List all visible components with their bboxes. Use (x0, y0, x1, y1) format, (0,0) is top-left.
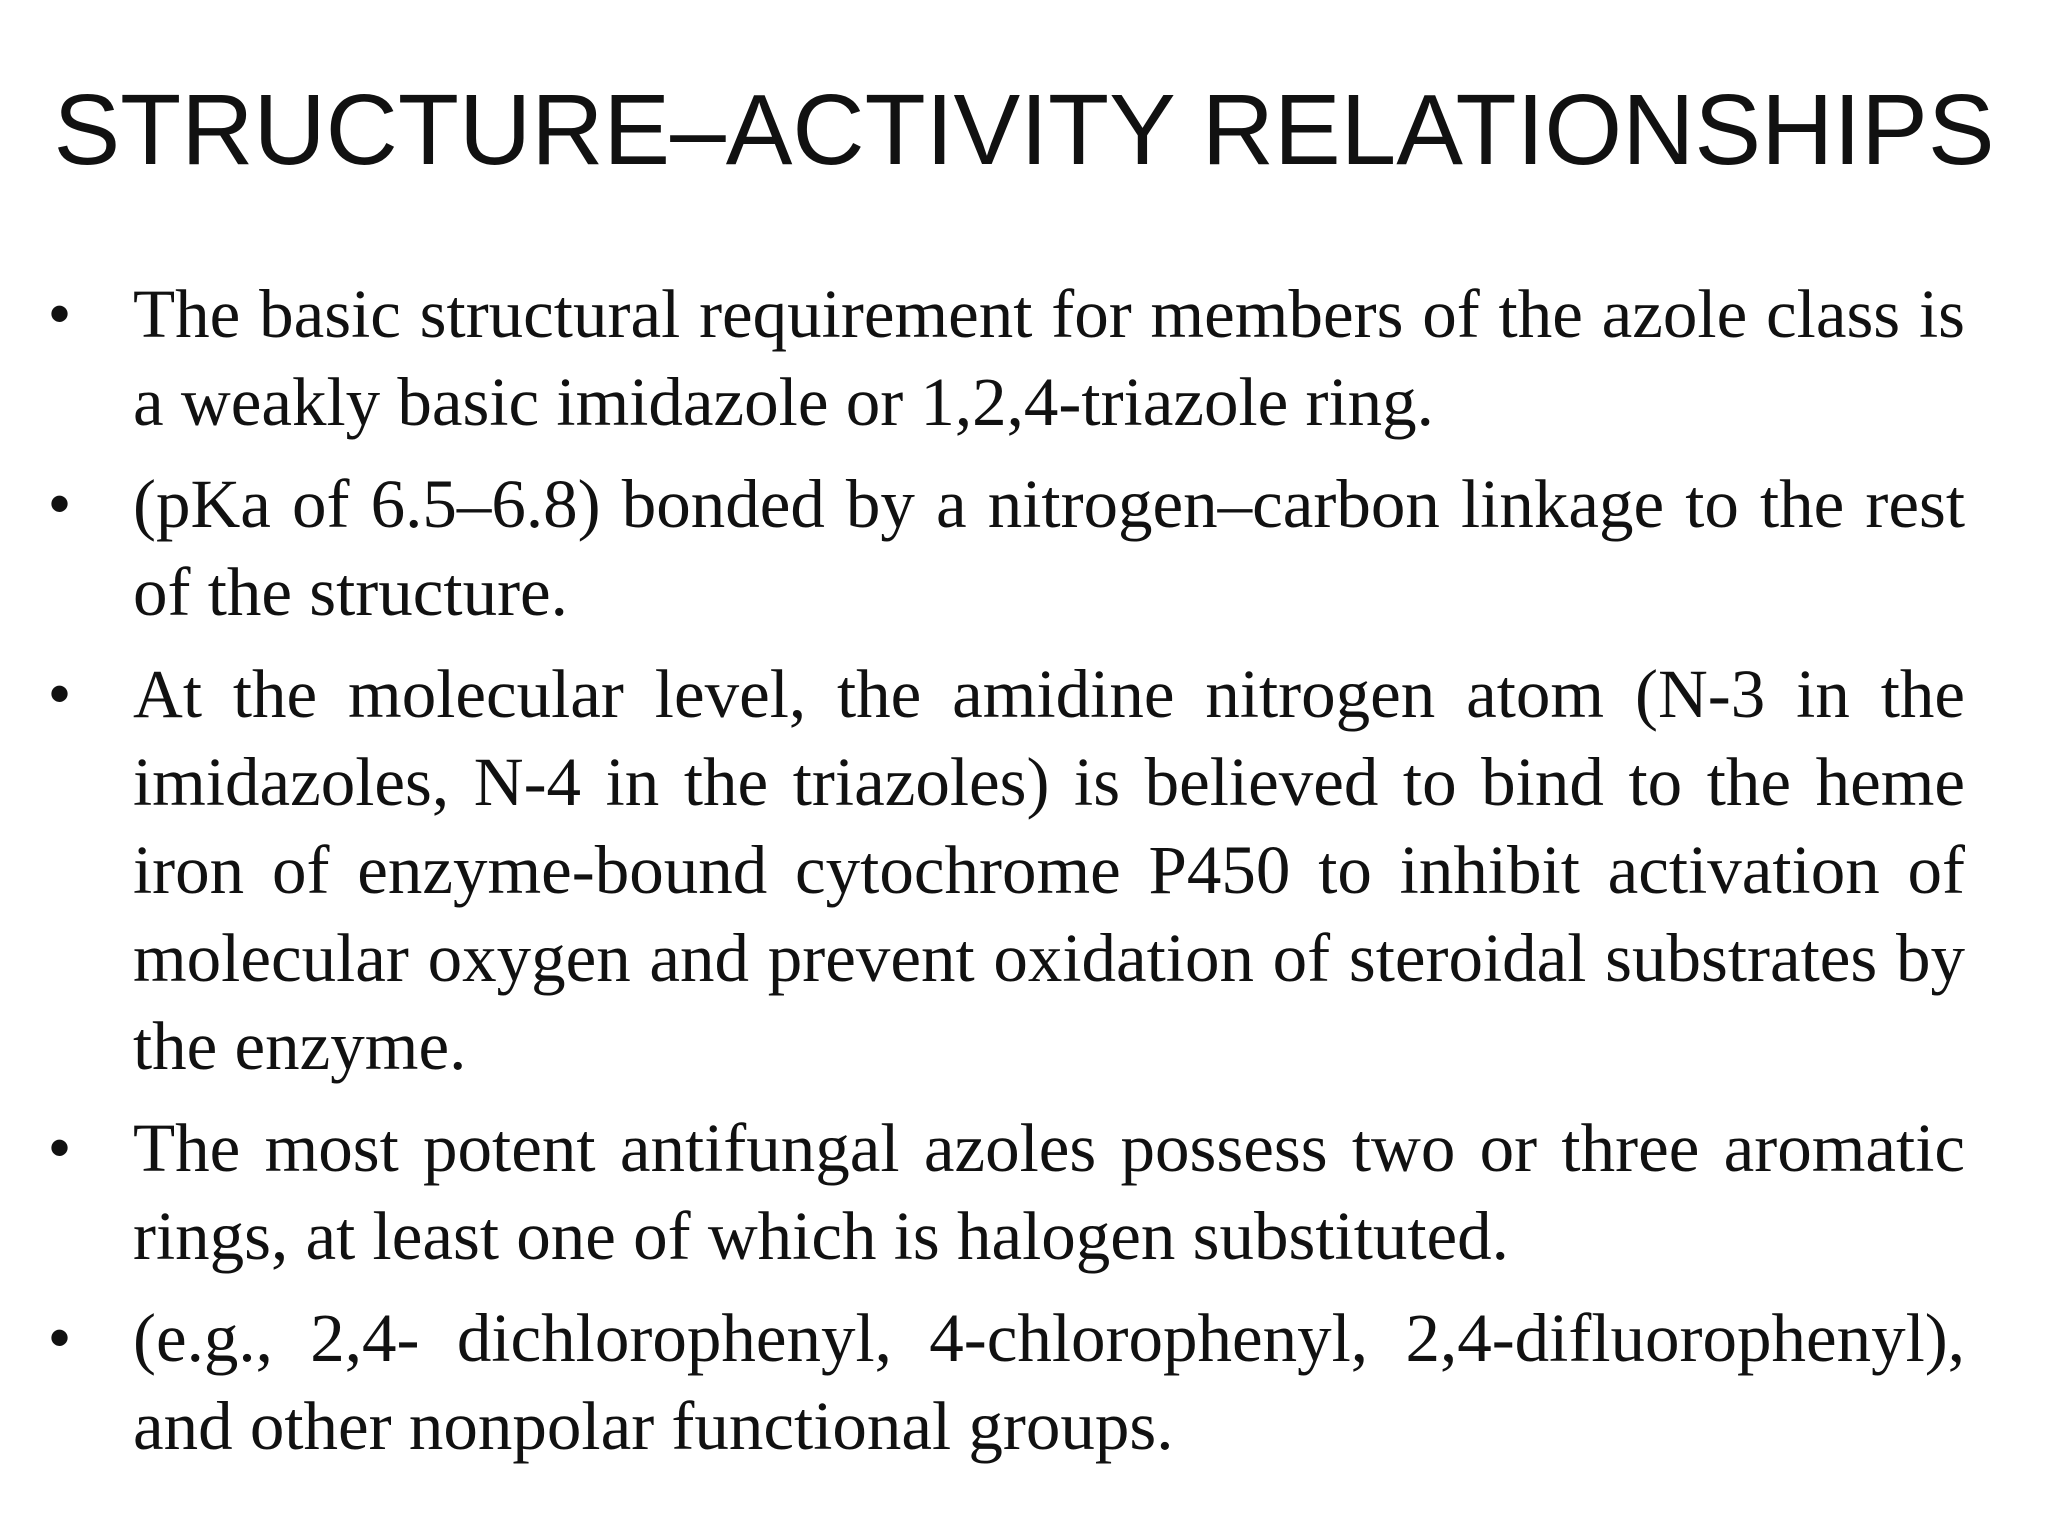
bullet-text: (pKa of 6.5–6.8) bonded by a nitrogen–carbon linkage to the rest of the structure. (133, 466, 1965, 630)
bullet-text: The basic structural requirement for members of the azole class is a weakly basic imidazole or 1,2,4-triazole ring. (133, 276, 1965, 440)
bullet-dot-icon: • (49, 280, 71, 347)
slide-title: STRUCTURE–ACTIVITY RELATIONSHIPS (53, 74, 1995, 186)
bullet-text: (e.g., 2,4- dichlorophenyl, 4-chlorophenyl, 2,4-difluorophenyl), and other nonpolar functional groups. (133, 1300, 1965, 1464)
bullet-dot-icon: • (49, 660, 71, 727)
bullet-list (49, 270, 1965, 1484)
bullet-item (49, 460, 1965, 636)
bullet-text: The most potent antifungal azoles possess two or three aromatic rings, at least one of which is halogen substituted. (133, 1110, 1965, 1274)
bullet-dot-icon: • (49, 1304, 71, 1371)
bullet-item (49, 650, 1965, 1090)
bullet-item (49, 1104, 1965, 1280)
bullet-item (49, 1294, 1965, 1470)
bullet-text: At the molecular level, the amidine nitrogen atom (N-3 in the imidazoles, N-4 in the triazoles) is believed to bind to the heme iron of enzyme-bound cytochrome P450 to inhibit activation of molecular oxygen and prevent oxidation of steroidal substrates by the enzyme. (133, 656, 1965, 1084)
bullet-dot-icon: • (49, 1114, 71, 1181)
bullet-dot-icon: • (49, 470, 71, 537)
bullet-item (49, 270, 1965, 446)
